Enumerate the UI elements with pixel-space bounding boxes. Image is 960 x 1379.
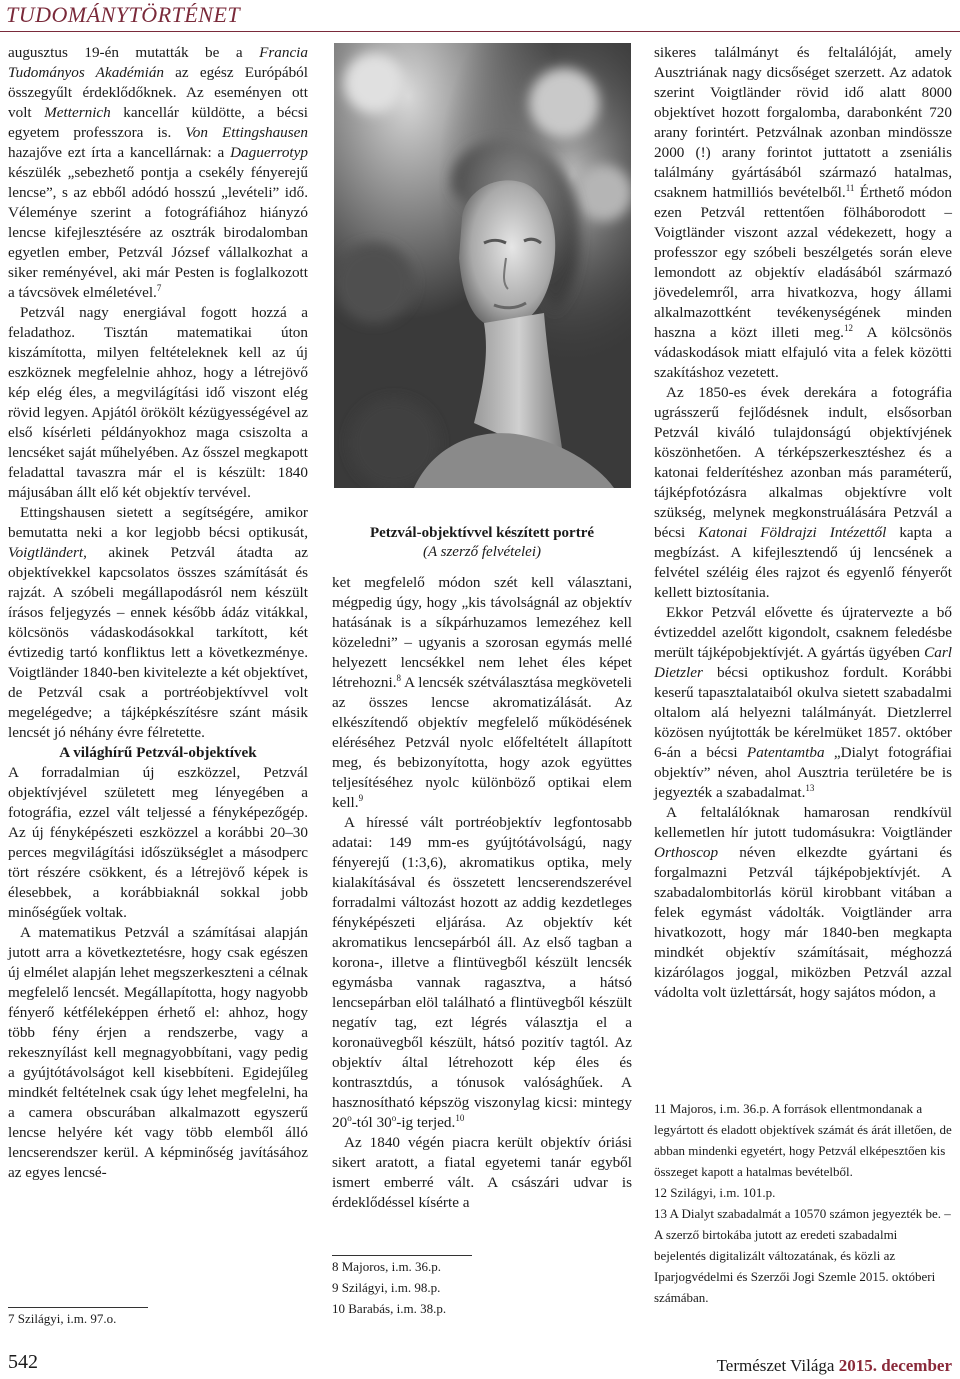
section-heading: A világhírű Petzvál-objektívek — [59, 744, 257, 761]
footnote-ref: o — [347, 1112, 352, 1123]
text-run: -ig terjed. — [396, 1114, 456, 1131]
italic-text: Carl Dietzler — [654, 644, 952, 681]
text-run: Ettingshausen sietett a segítségére, amikor bemutatta neki a kor legjobb bécsi optikusát, — [8, 504, 308, 541]
paragraph — [8, 923, 308, 1183]
portrait-photo — [334, 43, 631, 488]
text-run: hazajőve ezt írta a kancellárnak: a — [8, 144, 231, 161]
page-header — [0, 0, 960, 30]
paragraph — [8, 43, 308, 303]
footnote-ref: o — [391, 1112, 397, 1123]
paragraph — [8, 763, 308, 923]
text-run: A kölcsönös vádaskodások miatt elfajuló vita a felek közötti szakításhoz vezetett. — [654, 324, 952, 381]
paragraph — [654, 383, 952, 603]
footnote: 9 Szilágyi, i.m. 98.p. — [332, 1280, 441, 1295]
footnotes-right — [654, 1098, 952, 1308]
footnote: 10 Barabás, i.m. 38.p. — [332, 1301, 447, 1316]
paragraph — [8, 503, 308, 743]
footnote: 8 Majoros, i.m. 36.p. — [332, 1259, 442, 1274]
italic-text: Patentamtba — [746, 744, 825, 761]
footnote-ref: 10 — [455, 1112, 465, 1123]
text-run: A lencsék szétválasztása megköveteli az összes lencse akromatizálását. Az elkészítendő objektív megfelelő működésének eléréséhez Petzvál nyolc előfeltételt állapított meg, és bebizonyította, hogy azok együttes teljesítéséhez nyolc különböző optikai elem kell. — [332, 674, 632, 811]
paragraph — [8, 303, 308, 503]
footnote-ref: 13 — [805, 782, 815, 793]
text-run: készülék „sebezhető pontja a csekély fényerejű lencse”, s az ebből adódó hosszú „levételi” idő. Véleménye szerint a fotográfiához hiányzó lencse kifejlesztésére az osztrák birodalomban egyetlen ember, Petzvál József vállalkozhat a siker reményével, aki már Pesten is foglalkozott a távcsövek elméletével. — [8, 164, 308, 301]
text-run: kancellár küldötte, a bécsi egyetem professzora is. — [8, 104, 308, 141]
publication-name: Természet Világa — [716, 1356, 835, 1375]
photo-caption — [332, 524, 632, 562]
paragraph — [654, 43, 952, 383]
text-run: Érthető módon ezen Petzvál rettentően fölháborodott – Voigtländer viszont azzal védekezett, hogy a professzor egy szóbeli beszélgetés során eleve lemondott az objektív eladásából származó jövedelemről, arra hivatkozva, hogy állami alkalmazottként tevékenységének minden haszna a közt illeti meg. — [654, 184, 952, 341]
column-left — [8, 43, 308, 1183]
text-run: Az 1850-es évek derekára a fotográfia ugrásszerű fejlődésnek indult, elsősorban Petzvál kiváló tulajdonságú objektívjének köszönhetően. A térképszerkesztéshez és a katonai felderítéshez azonban más paraméterű, tájképfotózásra alkalmas objektívre volt szükség, melynek megkonstruálására Petzvál a bécsi — [654, 384, 952, 541]
page-number: 542 — [8, 1351, 38, 1373]
italic-text: Metternich — [44, 104, 111, 121]
text-run: A forradalmian új eszközzel, Petzvál objektívjével született meg lényegében a fotográfia, ezzel vált teljessé a fényképezőgép. Az új fényképészeti eszközzel a korábbi 20–30 perces megvilágítási időszükséglet a másodperc tört részére csökkent, és a létrejövő képek is élesebbek, a korábbiaknál sokkal jobb minőségűek voltak. — [8, 764, 308, 921]
paragraph — [332, 1133, 632, 1213]
footnote: 13 A Dialyt szabadalmát a 10570 számon jegyezték be. – A szerző birtokába jutott az eredeti szabadalmi bejelentés digitalizált változatának, és közli az Iparjogvédelmi és Szerzői Jogi Szemle 2015. októberi számában. — [654, 1206, 951, 1305]
text-run: A híressé vált portréobjektív legfontosabb adatai: 149 mm-es gyújtótávolságú, nagy fényerejű (1:3,6), akromatikus optika, mely kialakításával és összetett lencserendszerével forradalmi változást hozott az addig kezdetleges fényképészeti eljárása. Az objektív két akromatikus lencsepárból áll. Az első tagban a korona-, illetve a flintüvegből készült lencsék egymásba vannak ragasztva, a hátsó lencsepárban elöl található a flintüvegből készült negatív tag, ezt légrés választja el a koronaüvegből készült, hátsó pozitív tagtól. Az objektív által létrehozott kép éles és kontrasztdús, a tónusok valósághűek. A hasznosítható képszög viszonylag kicsi: mintegy 20 — [332, 814, 632, 1131]
paragraph — [332, 813, 632, 1133]
issue-month: december — [881, 1356, 952, 1375]
column-right — [654, 43, 952, 1003]
footnote-ref: 9 — [358, 792, 364, 803]
text-run: „Dialyt fotográfiai objektív” néven, ahol Ausztria területére be is jegyezték a szabadalmat. — [654, 744, 952, 801]
portrait-image — [334, 43, 631, 488]
footnote-ref: 8 — [396, 672, 402, 683]
issue-year: 2015. — [838, 1356, 877, 1375]
footnote: 12 Szilágyi, i.m. 101.p. — [654, 1185, 776, 1200]
italic-text: Orthoscop — [654, 844, 719, 861]
footnote: 11 Majoros, i.m. 36.p. A források ellentmondanak a legyártott és eladott objektívek számát és árát illetően, de abban mindenki egyetért, hogy Petzvál elképesztően kis összeget kapott a hatalmas bevételből. — [654, 1101, 952, 1179]
caption-credit: (A szerző felvételei) — [422, 544, 541, 560]
italic-text: Von Ettingshausen — [185, 124, 309, 141]
text-run: néven elkezdte gyártani és forgalmazni Petzvál tájképobjektívjét. A szabadalombitorlás körül kirobbant vitában a felek egymást vádolták. Voigtländer arra hivatkozott, hogy már 1840-ben megkapta mindkét objektív számításait, méghozzá kizárólagos joggal, miközben Petzvál azzal vádolta volt üzlettársát, hogy sajátos módon, a — [654, 844, 952, 1001]
text-run: A matematikus Petzvál a számításai alapján jutott arra a következtetésre, hogy csak egészen új elmélet alapján lehet megszerkeszteni a célnak megfelelő lencsét. Megállapította, hogy nagyobb fényerő kétféleképpen érhető el: ahhoz, hogy több fény érjen a rendszerbe, vagy a rekesznyílást kell megnagyobbítani, vagy pedig a gyújtótávolságot kell kisebbíteni. Egidejűleg mindkét feltételnek csak úgy lehet megfelelni, ha a camera obscurában alkalmazott egyszerű lencse helyére két vagy több elemből álló lencserendszer kerül. A képminőség javításához az egyes lencsé- — [8, 924, 308, 1181]
footnote-ref: 12 — [843, 322, 853, 333]
footnote-ref: 7 — [156, 282, 162, 293]
text-run: kapta a megbízást. A kifejlesztendő új lencsének a felvétel széléig éles rajzot és egyenlő fényerőt kellett biztosítania. — [654, 524, 952, 601]
italic-text: Voigtländert — [8, 544, 84, 561]
text-run: -tól 30 — [351, 1114, 392, 1131]
footnote: 7 Szilágyi, i.m. 97.o. — [8, 1311, 117, 1326]
paragraph — [654, 603, 952, 803]
text-run: augusztus 19-én mutatták be a — [8, 44, 260, 61]
section-title: TUDOMÁNYTÖRTÉNET — [6, 2, 241, 27]
footnotes-middle — [332, 1255, 632, 1319]
text-run: Petzvál nagy energiával fogott hozzá a feladathoz. Tisztán matematikai úton kiszámította, milyen feltételeknek kell az új eszköznek megfelelnie ahhoz, hogy a létrejövő kép elég éles, a megvilágítási idő viszont elég rövid legyen. Apjától örökölt kézügyességével az első kísérleti példányokhoz maga csiszolta a lencséket saját műhelyében. Az ősszel megkapott feladattal tavaszra már el is készült: 1840 májusában állt elő két objektív tervével. — [8, 304, 308, 501]
footnotes-left — [8, 1307, 308, 1329]
italic-text: Daguerrotyp — [230, 144, 308, 161]
text-run: az egész Európából összegyűlt érdeklődőknek. Az eseményen ott volt — [8, 64, 308, 121]
header-rule — [0, 31, 960, 32]
paragraph — [654, 803, 952, 1003]
text-run: Az 1840 végén piacra került objektív óriási sikert aratott, a fiatal egyetemi tanár egyből ismert emberré vált. A császári udvar is érdeklődéssel kísérte a — [332, 1134, 632, 1211]
text-run: sikeres találmányt és feltalálóját, amely Ausztriának nagy dicsőséget szerzett. Az adatok szerint Voigtländer rövid idő alatt 8000 objektívet hozott forgalomba, darabonként 720 arany forintért. Petzválnak azonban mindössze 2000 (!) arany forintot juttatott a zseniális találmány gyártásából származó hatalmas, csaknem hatmilliós bevételből. — [654, 44, 952, 201]
text-run: , akinek Petzvál átadta az objektívekkel kapcsolatos összes számítását és rajzát. A szóbeli megállapodásról nem készült írásos feljegyzés – ennek később ádáz vitákkal, kölcsönös vádaskodásokkal tarkított, két évtizedig tartó konfliktus lett a következménye. Voigtländer 1840-ben kivitelezte a két objektívet, de Petzvál csak a portréobjektívvel volt megelégedve; a tájképkészítésre szánt másik lencsét jó néhány évre félretette. — [8, 544, 309, 741]
footnote-ref: 11 — [845, 182, 855, 193]
footer-publication — [717, 1356, 952, 1376]
italic-text: Francia Tudományos Akadémián — [8, 44, 308, 81]
column-middle — [332, 573, 632, 1213]
text-run: bécsi optikushoz fordult. Korábbi keserű tapasztalataiból okulva sietett szabadalmi oltalom alá helyezni találmányát. Dietzlerrel közösen nyújtották be kérelmüket 1857. október 6-án a bécsi — [654, 664, 952, 761]
caption-title: Petzvál-objektívvel készített portré — [369, 525, 595, 541]
paragraph — [332, 573, 632, 813]
text-run: A feltalálóknak hamarosan rendkívül kellemetlen hír jutott tudomásukra: Voigtländer — [654, 804, 952, 841]
italic-text: Katonai Földrajzi Intézettől — [698, 524, 887, 541]
text-run: ket megfelelő módon szét kell választani, mégpedig úgy, hogy „kis távolságnál az objektív hatásának is a síkpárhuzamos lemezéhez kell közeledni” – ugyanis a szorosan egymás mellé helyezett lencsékkel nem lehet éles képet létrehozni. — [332, 574, 632, 691]
text-run: Ekkor Petzvál elővette és újratervezte a bő évtizeddel azelőtt kigondolt, csaknem feledésbe merült tájképobjektívjét. A gyártás ügyében — [654, 604, 952, 661]
